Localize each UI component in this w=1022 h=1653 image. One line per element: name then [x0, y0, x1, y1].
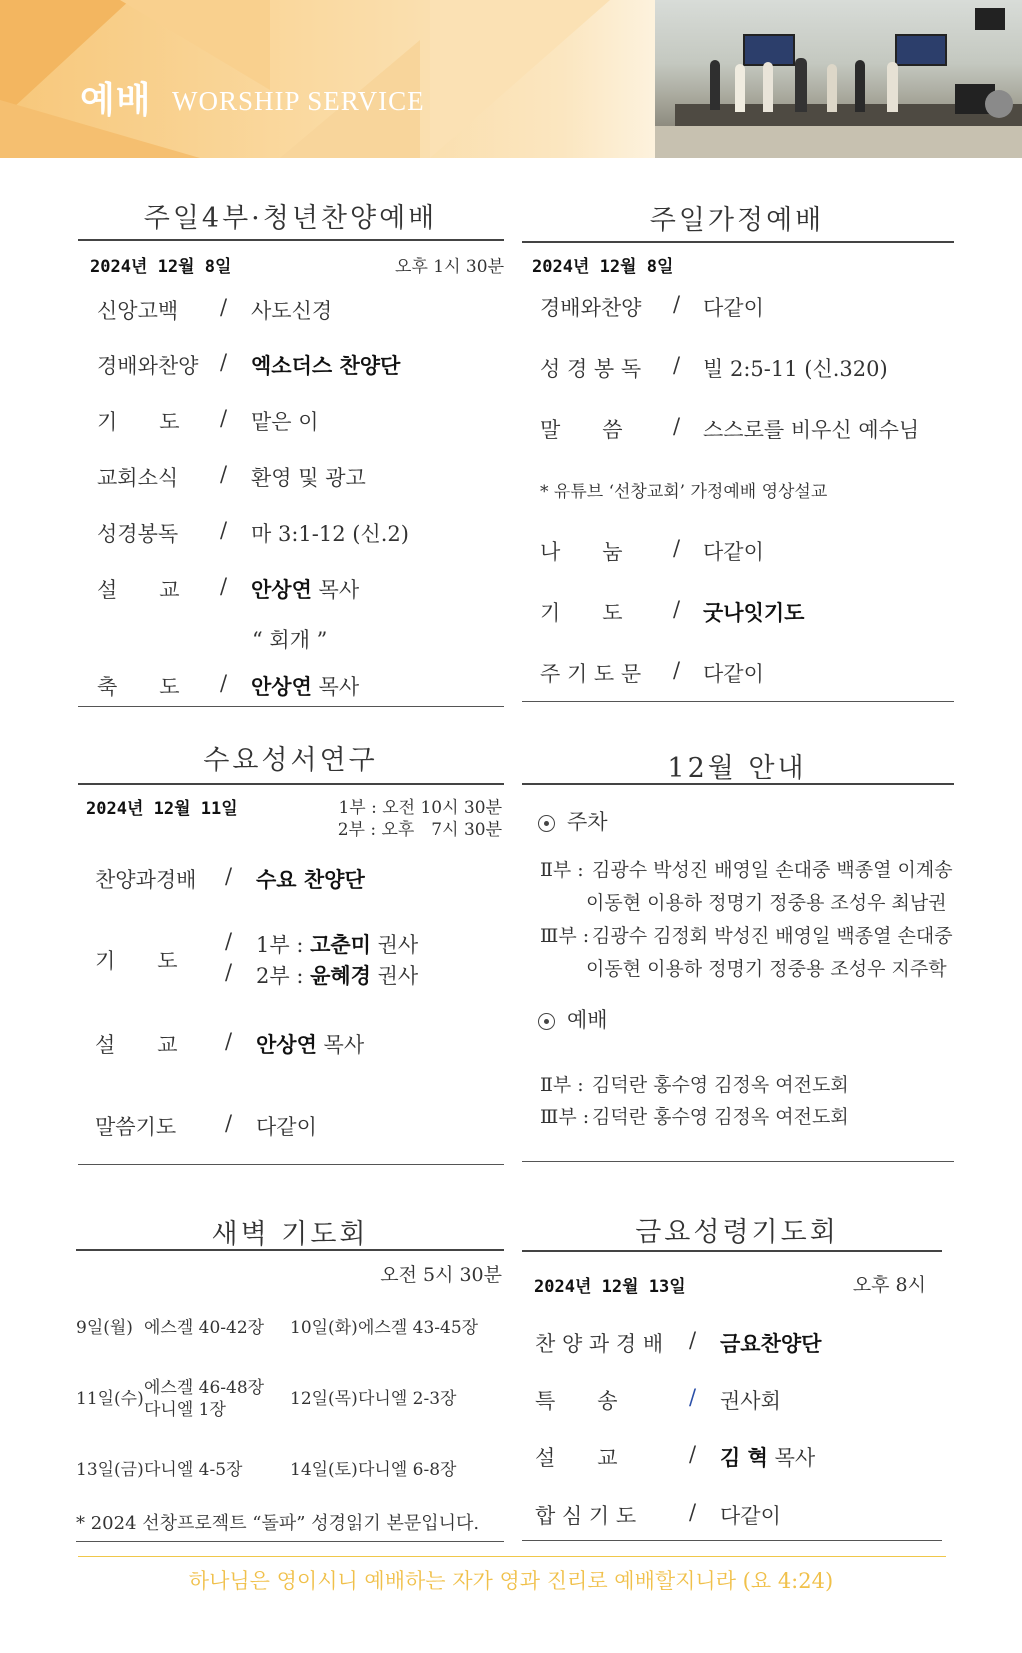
- divider: [78, 239, 504, 241]
- slash-separator: /: [689, 1500, 697, 1524]
- family-value: 굿나잇기도: [703, 601, 805, 625]
- family-label: 경배와찬양: [540, 296, 642, 320]
- sermon-title: “ 회개 ”: [252, 628, 328, 652]
- friday-value: [720, 1442, 815, 1472]
- target-circle-icon: [538, 815, 555, 832]
- dawn-reading: 다니엘 1장: [144, 1400, 226, 1420]
- dawn-day: 13일(금): [76, 1460, 144, 1480]
- preacher-name: 안상연: [251, 675, 312, 699]
- drum-kit: [985, 90, 1013, 118]
- worship-band-photo: [655, 0, 1022, 158]
- prayer-title: 권사: [370, 933, 419, 957]
- slash-separator: /: [673, 536, 681, 560]
- dawn-note: * 2024 선창프로젝트 “돌파” 성경읽기 본문입니다.: [76, 1513, 480, 1534]
- dawn-title: 새벽 기도회: [211, 1219, 369, 1250]
- wednesday-value: 다같이: [256, 1115, 317, 1139]
- slash-separator: /: [673, 292, 681, 316]
- dawn-reading: 다니엘 2-3장: [358, 1389, 457, 1409]
- prayer-name: 윤혜경: [310, 964, 371, 988]
- parking-names: 김광수 박성진 배영일 손대중 백종열 이계송: [592, 859, 953, 881]
- parking-names: 이동현 이용하 정명기 정중용 조성우 최남권: [586, 892, 947, 914]
- preacher-title: 목사: [316, 1033, 365, 1057]
- floor: [655, 126, 1022, 158]
- dawn-day: 9일(월): [76, 1318, 133, 1338]
- family-date: 2024년 12월 8일: [532, 257, 674, 277]
- header-title: 예배: [80, 80, 152, 121]
- dawn-time: 오전 5시 30분: [380, 1264, 502, 1286]
- divider: [522, 241, 954, 243]
- prayer-title: 권사: [370, 964, 419, 988]
- wednesday-label: 기 도: [95, 949, 178, 973]
- divider: [76, 1249, 504, 1251]
- wednesday-label: 설 교: [95, 1033, 178, 1057]
- family-label: 말 씀: [540, 418, 623, 442]
- friday-value: 권사회: [720, 1389, 781, 1413]
- sunday4-label: 축 도: [97, 675, 180, 699]
- wednesday-time-2: 2부 : 오후 7시 30분: [337, 820, 502, 840]
- slash-separator: /: [689, 1328, 697, 1352]
- sunday4-time: 오후 1시 30분: [395, 257, 504, 277]
- family-value: 다같이: [703, 296, 764, 320]
- performer: [763, 62, 773, 112]
- slash-separator: /: [673, 414, 681, 438]
- sunday4-label: 경배와찬양: [97, 354, 199, 378]
- preacher-name: 안상연: [256, 1033, 317, 1057]
- header-subtitle: WORSHIP SERVICE: [172, 86, 425, 116]
- dawn-day: 14일(토): [290, 1460, 358, 1480]
- dawn-day: 12일(목): [290, 1389, 358, 1409]
- family-label: 기 도: [540, 601, 623, 625]
- divider: [522, 1540, 942, 1541]
- projector-screen: [895, 34, 947, 66]
- prayer-part2: [256, 960, 418, 990]
- worship-title: 예배: [567, 1008, 608, 1032]
- december-title: 12월 안내: [667, 753, 807, 784]
- part-label: 2부 :: [256, 964, 311, 988]
- preacher-name: 김 혁: [720, 1446, 768, 1470]
- friday-label: 특 송: [535, 1389, 618, 1413]
- wednesday-date: 2024년 12월 11일: [86, 799, 238, 819]
- parking-heading: [538, 806, 608, 836]
- parking-names: 김광수 김정회 박성진 배영일 백종열 손대중: [592, 925, 953, 947]
- slash-separator: /: [673, 353, 681, 377]
- parking-part: Ⅱ부 :: [540, 859, 584, 881]
- divider: [78, 783, 504, 785]
- worship-names: 김덕란 홍수영 김정옥 여전도회: [592, 1106, 849, 1128]
- divider: [78, 1164, 504, 1165]
- slash-separator: /: [220, 350, 228, 374]
- slash-separator: /: [220, 671, 228, 695]
- part-label: 1부 :: [256, 933, 311, 957]
- dawn-reading: 다니엘 4-5장: [144, 1460, 243, 1480]
- preacher-title: 목사: [311, 578, 360, 602]
- friday-label: 설 교: [535, 1446, 618, 1470]
- sunday4-value: [251, 671, 359, 701]
- wednesday-time-1: 1부 : 오전 10시 30분: [338, 798, 502, 818]
- header-decoration: [430, 0, 610, 158]
- parking-part: Ⅲ부 :: [540, 925, 590, 947]
- performer: [855, 60, 865, 112]
- slash-separator: /: [220, 574, 228, 598]
- prayer-part1: [256, 929, 418, 959]
- divider: [78, 706, 504, 707]
- performer: [735, 64, 745, 112]
- sunday4-value: 사도신경: [251, 299, 333, 323]
- sunday4-value: 엑소더스 찬양단: [251, 354, 401, 378]
- wednesday-value: [256, 1029, 364, 1059]
- performer: [795, 58, 807, 112]
- sunday4-value: 맡은 이: [251, 410, 319, 434]
- dawn-day: 10일(화): [290, 1318, 358, 1338]
- dawn-reading: 다니엘 6-8장: [358, 1460, 457, 1480]
- preacher-name: 안상연: [251, 578, 312, 602]
- preacher-title: 목사: [311, 675, 360, 699]
- slash-separator: /: [220, 295, 228, 319]
- worship-part: Ⅲ부 :: [540, 1106, 590, 1128]
- slash-separator: /: [689, 1442, 697, 1466]
- dawn-reading: 에스겔 43-45장: [358, 1318, 479, 1338]
- friday-date: 2024년 12월 13일: [534, 1277, 686, 1297]
- worship-part: Ⅱ부 :: [540, 1074, 584, 1096]
- dawn-day: 11일(수): [76, 1389, 144, 1409]
- performer: [710, 60, 720, 110]
- family-value: 빌 2:5-11 (신.320): [703, 357, 888, 381]
- slash-separator: /: [225, 1029, 233, 1053]
- sunday4-value: 마 3:1-12 (신.2): [251, 522, 409, 546]
- family-label: 성 경 봉 독: [540, 357, 642, 381]
- slash-separator: /: [225, 864, 233, 888]
- sunday4-label: 신앙고백: [97, 299, 179, 323]
- friday-value: 금요찬양단: [720, 1332, 822, 1356]
- slash-separator: /: [673, 597, 681, 621]
- slash-separator: /: [220, 406, 228, 430]
- slash-separator: /: [225, 960, 233, 984]
- family-note: * 유튜브 ‘선창교회’ 가정예배 영상설교: [540, 482, 828, 502]
- friday-label: 찬 양 과 경 배: [535, 1332, 664, 1356]
- sunday4-title: 주일4부·청년찬양예배: [143, 203, 438, 234]
- preacher-title: 목사: [767, 1446, 816, 1470]
- divider: [522, 1161, 954, 1162]
- wednesday-label: 찬양과경배: [95, 868, 197, 892]
- family-label: 주 기 도 문: [540, 662, 642, 686]
- slash-separator: /: [673, 658, 681, 682]
- slash-separator: /: [225, 1111, 233, 1135]
- sunday4-date: 2024년 12월 8일: [90, 257, 232, 277]
- family-value: 스스로를 비우신 예수님: [703, 418, 920, 442]
- target-circle-icon: [538, 1013, 555, 1030]
- slash-separator: /: [220, 518, 228, 542]
- family-title: 주일가정예배: [649, 205, 825, 236]
- sunday4-label: 설 교: [97, 578, 180, 602]
- friday-time: 오후 8시: [852, 1274, 926, 1296]
- parking-title: 주차: [567, 810, 608, 834]
- prayer-name: 고춘미: [310, 933, 371, 957]
- divider: [522, 783, 954, 785]
- worship-heading: [538, 1004, 608, 1034]
- wednesday-value: 수요 찬양단: [256, 868, 365, 892]
- footer-divider: [78, 1556, 946, 1557]
- slash-separator: /: [225, 929, 233, 953]
- family-value: 다같이: [703, 662, 764, 686]
- sunday4-label: 성경봉독: [97, 522, 179, 546]
- divider: [76, 1541, 504, 1542]
- dawn-reading: 에스겔 40-42장: [144, 1318, 265, 1338]
- sunday4-value: [251, 574, 359, 604]
- header-banner: [0, 0, 1022, 158]
- wednesday-title: 수요성서연구: [203, 745, 378, 776]
- sunday4-label: 기 도: [97, 410, 180, 434]
- family-value: 다같이: [703, 540, 764, 564]
- friday-value: 다같이: [720, 1504, 781, 1528]
- speaker-icon: [975, 8, 1005, 30]
- friday-title: 금요성령기도회: [635, 1217, 839, 1248]
- divider: [522, 701, 954, 702]
- divider: [522, 1250, 942, 1252]
- parking-names: 이동현 이용하 정명기 정중용 조성우 지주학: [586, 958, 947, 980]
- footer-verse: 하나님은 영이시니 예배하는 자가 영과 진리로 예배할지니라 (요 4:24): [188, 1569, 834, 1593]
- sunday4-label: 교회소식: [97, 466, 179, 490]
- worship-names: 김덕란 홍수영 김정옥 여전도회: [592, 1074, 849, 1096]
- slash-separator: /: [220, 462, 228, 486]
- slash-separator: /: [689, 1385, 697, 1409]
- dawn-reading: 에스겔 46-48장: [144, 1378, 265, 1398]
- performer: [827, 64, 837, 112]
- family-label: 나 눔: [540, 540, 623, 564]
- wednesday-label: 말씀기도: [95, 1115, 177, 1139]
- sunday4-value: 환영 및 광고: [251, 466, 366, 490]
- friday-label: 합 심 기 도: [535, 1504, 637, 1528]
- performer: [887, 62, 898, 112]
